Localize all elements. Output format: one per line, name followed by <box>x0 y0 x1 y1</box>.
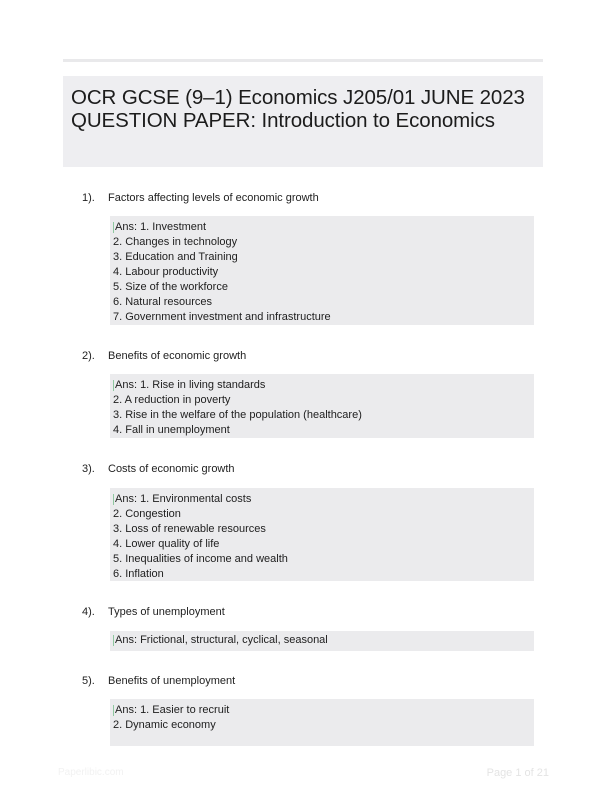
question-number: 4). <box>82 606 95 618</box>
answer-line: 6. Natural resources <box>113 296 213 308</box>
answer-line: 3. Loss of renewable resources <box>113 523 266 535</box>
answer-line: Ans: Frictional, structural, cyclical, seasonal <box>113 633 530 648</box>
top-divider <box>63 59 543 62</box>
question-number: 5). <box>82 675 95 687</box>
answer-box <box>110 216 534 325</box>
question-text: Factors affecting levels of economic growth <box>108 192 319 204</box>
answer-line: 2. Dynamic economy <box>113 719 216 731</box>
answer-line: Ans: 1. Easier to recruit <box>113 703 530 718</box>
answer-line: 5. Inequalities of income and wealth <box>113 553 288 565</box>
answer-line: 4. Lower quality of life <box>113 538 220 550</box>
answer-line: 7. Government investment and infrastructure <box>113 311 331 323</box>
answer-line: Ans: 1. Investment <box>113 220 530 235</box>
answer-box <box>110 699 534 746</box>
page-indicator: Page 1 of 21 <box>486 767 549 779</box>
answer-line: 2. A reduction in poverty <box>113 394 231 406</box>
answer-line: 3. Rise in the welfare of the population (healthcare) <box>113 409 362 421</box>
answer-line: 4. Labour productivity <box>113 266 219 278</box>
question-number: 3). <box>82 463 95 475</box>
question-number: 2). <box>82 350 95 362</box>
answer-line: 5. Size of the workforce <box>113 281 228 293</box>
answer-line: Ans: 1. Environmental costs <box>113 492 530 507</box>
question-text: Types of unemployment <box>108 606 225 618</box>
title-banner <box>63 76 543 167</box>
page-title: OCR GCSE (9–1) Economics J205/01 JUNE 2023 QUESTION PAPER: Introduction to Economics <box>71 86 525 132</box>
answer-box <box>110 488 534 581</box>
footer-site-watermark: Paperlibic.com <box>58 767 124 778</box>
answer-line: 2. Changes in technology <box>113 236 238 248</box>
question-number: 1). <box>82 192 95 204</box>
answer-line: 2. Congestion <box>113 508 181 520</box>
answer-line: 3. Education and Training <box>113 251 238 263</box>
answer-line: Ans: 1. Rise in living standards <box>113 378 530 393</box>
answer-box <box>110 374 534 438</box>
answer-line: 4. Fall in unemployment <box>113 424 230 436</box>
question-text: Benefits of economic growth <box>108 350 247 362</box>
answer-line: 6. Inflation <box>113 568 164 580</box>
question-text: Benefits of unemployment <box>108 675 236 687</box>
answer-box <box>110 631 534 651</box>
question-text: Costs of economic growth <box>108 463 235 475</box>
